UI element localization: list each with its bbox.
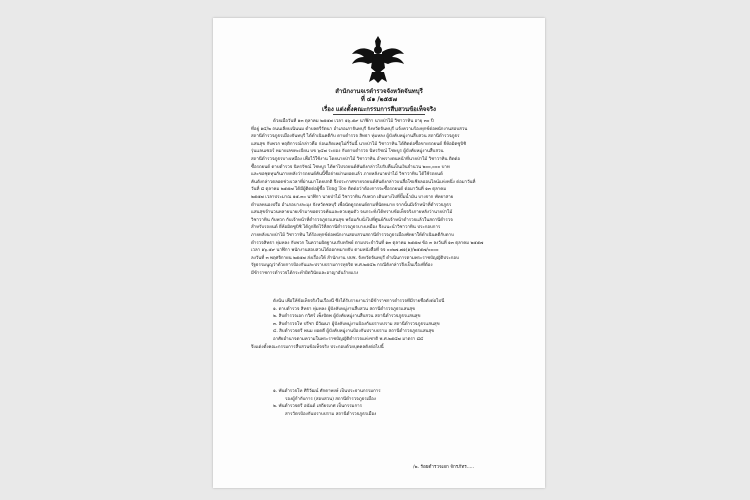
committee-line: รองผู้กำกับการ (สอบสวน) สถานีตำรวจภูธรเมือง [285,396,376,402]
text-line: รัฐธรรมนูญว่าด้วยการป้องกันและปราบปรามการทุจริต พ.ศ.๒๕๔๒ กรณีดังกล่าวจึงเป็นเรื่องที่ต้อง [251,263,433,269]
text-line: สถานีตำรวจภูธรเมืองจันทบุรี ได้ดำเนินคดีกับ ดาบตำรวจ สิทธา ทุ่มหลง ผู้บังคับหมู่งานสืบสวน สถานีตำรวจภูธร [251,134,460,140]
officer-line: ๑. ดาบตำรวจ สิทธา ทุ่มหลง ผู้บังคับหมู่งานสืบสวน สถานีตำรวจภูธรแสนสุข [273,306,416,312]
text-line: มีข้าราชการตำรวจได้กระทำผิดวินัยและอาญาอันร้ายแรง [251,270,359,276]
text-line: วิชาวาทิน กับพวก กับเจ้าหน้าที่ตำรวจภูธรแสนสุข พร้อมกับนั่งไปที่ศูนย์กับเจ้าหน้าตำรวจแล้วในสถานีตำรวจ [251,217,453,223]
text-line: และขอชุดทุนกันภายหลังว่ารถยนต์คันนี้ซื้อจ่ายผ่านยอดแล้ว ภายหลังนายป่าไม้ วิชาวาทิน ได้ใช้รถยนต์ [251,172,443,178]
text-line: อาศัยอำนาจตามความในพระราชบัญญัติตำรวจแห่งชาติ พ.ศ.๒๕๔๗ มาตรา ๘๔ [273,336,424,342]
text-line: แสนสุขจำนวนหลายนายเข้ามาขอตรวจค้นและควบคุมตัว จนกระทั่งได้ทราบข้อเท็จจริงภายหลังว่านายป่าไม้ [251,210,453,216]
order-number: ที่ ๔๑ /๒๕๕๗ [360,96,398,103]
garuda-emblem-icon [347,32,409,84]
issuing-office: สำนักงานจเรตำรวจจังหวัดจันทบุรี [335,88,423,95]
text-line: สถานีตำรวจภูธรบางเหมือง เพื่อไว้ใช้งาน โดยนายป่าไม้ วิชาวาทิน อำพรางตนหน้าที่นายป่าไม้ วิชาวาทิน ติดต่อ [251,156,461,162]
text-line: จึงแต่งตั้งคณะกรรมการสืบสวนข้อเท็จจริง ประกอบด้วยบุคคลดังต่อไปนี้ [251,344,384,350]
committee-line: ๒. พันตำรวจตรี อนันต์ เสถียรเกศ เป็นกรรมการ [273,404,362,410]
paragraph-committee [251,388,521,418]
text-line: ภายหลังนายป่าไม้ วิชาวาทิน ได้ร้องทุกข์ต่อพนักงานสอบสวนสถานีตำรวจภูธรเมืองพัทยาให้ดำเนินคดีกับดาบ [251,232,454,238]
text-line: รุ่นแลนเซอร์ หมายเลขทะเบียน บข ๖๔๗ ระยอง กับดาบตำรวจ นิทรรัชณ์ โชษบูร ผู้บังคับหมู่งานสืบสวน [251,149,444,155]
text-line: ๒๕๕๗ เวลาประมาณ ๑๕.๓๐ นาฬิกา นายป่าไม้ วิชาวาทิน กับพวก เดินทางไปที่ปั๊มน้ำมัน บางจาก พัทยาสาย [251,194,454,200]
text-line: ลงวันที่ ๓ พฤศจิกายน ๒๕๕๗ ส่งเรื่องให้ สำนักงาน ปปช. จังหวัดจันทบุรี ดำเนินการตามพระราชบัญญัติประกอบ [251,255,459,261]
committee-line: สารวัตรป้องกันปราบปราม สถานีตำรวจภูธรเมือง [285,411,377,417]
text-line: สำหรับรถยนต์ ยี่ห้อมิตซูบิชิ ได้ถูกยึดไว้ที่สถานีตำรวจภูธรบางเหมือง จึงแนะนำวิชาวาทิน ประกอบการ [251,225,441,231]
text-line: วันที่ ๘ ตุลาคม ๒๕๕๗ ได้มีผู้ติดต่อผู้ซื้อ Tong Too ติดต่อว่าต้องการจะซื้อรถยนต์ ต่อมาวันที่ ๑๓ ตุลาคม [251,187,447,193]
text-line: คันดังกล่าวตลอดช่วงเวลาที่ผ่านมาโดยปกติ จึงประกาศขายรถยนต์คันดังกล่าวบนสื่อโซเชียลออนไลน์แห่งหนึ่ง ต่อมาวันที่ [251,179,476,185]
committee-line: ๑. พันตำรวจโท ศิริวัฒน์ ศักดาพงษ์ เป็นประธานกรรมการ [273,389,381,394]
text-line: ซื้อรถยนต์ ดาบตำรวจ นิทรรัชณ์ โชษบูร ได้พาไปรถยนต์คันดังกล่าวไปรับคืนเป็นเงินจำนวน ๒๐๐,๐๐๐ บาท [251,164,450,170]
text-line: เวลา ๑๖.๕๙ นาฬิกา พนักงานสอบสวนได้ออกหมายจับ ตามหนังสือที่ จจ ๐๐๒๗.๗๑(๑)/๒๕๕๗/๐๐๐๐ [251,248,439,254]
text-line: แสนสุข กับพวก พฤติการณ์กล่าวคือ ก่อนเกิดเหตุไม่กี่วันนี้ นายป่าไม้ วิชาวาทิน ได้ติดต่อซื้อขายรถยนต์ ยี่ห้อมิตซูบิชิ [251,141,467,147]
officer-line: ๒. สิบตำรวจเอก กวิศร์ เพ็งปัตพ ผู้บังคับหมู่งานสืบสวน สถานีตำรวจภูธรแสนสุข [273,314,421,320]
text-line: ดังนั้น เพื่อให้ข้อเท็จจริงในเรื่องนี้ ซึ่งได้รับรายงานว่ามีข้าราชการตำรวจที่มีรายชื่อดังต่อไปนี้ [273,299,445,304]
header-divider [333,114,425,115]
continuation-line: /๒. ร้อยตำรวจเอก จักรภัทร..... [413,465,475,470]
document-page [213,18,545,488]
paragraph-facts [251,118,521,277]
text-line: ตำรวจสิทธา ทุ่มหลง กับพวก ในความผิดฐานปรับทรัพย์ ตามประจำวันที่ ๑๓ ตุลาคม ๒๕๕๗ ข้อ ๓ ลงวันที่ ๑๓ ตุลาคม ๒๕๕๗ [251,240,484,246]
text-line: ด้วยเมื่อวันที่ ๑๓ ตุลาคม ๒๕๕๗ เวลา ๑๖.๕๙ นาฬิกา นายป่าไม้ วิชาวาทิน อายุ ๓๐ ปี [273,119,434,124]
officer-line: ๓. สิบตำรวจโท ปรีชา มีวัฒนา ผู้บังคับหมู่งานป้องกันปราบปราม สถานีตำรวจภูธรแสนสุข [273,321,440,327]
paragraph-officers [251,298,521,351]
officer-line: ๔. สิบตำรวจตรี พนม ยอดดี ผู้บังคับหมู่งานป้องกันปราบปราม สถานีตำรวจภูธรแสนสุข [273,329,435,335]
text-line: ตำบลหนองปรือ อำเภอบางละมุง จังหวัดชลบุรี เพื่อนัดดูรถยนต์ตามที่นัดหมาย จากนั้นมีเจ้าหน้าที่ตำรวจภูธร [251,202,452,208]
document-subject: เรื่อง แต่งตั้งคณะกรรมการสืบสวนข้อเท็จจริง [322,106,436,113]
text-line: ที่อยู่ ๑๔/๒ ถนนเลียบเนินนม ตำบลตรีรัตนา อำเภอเภาจันทบุรี จังหวัดจันทบุรี แจ้งความร้องทุกข์ต่อพนักงานสอบสวน [251,126,468,132]
